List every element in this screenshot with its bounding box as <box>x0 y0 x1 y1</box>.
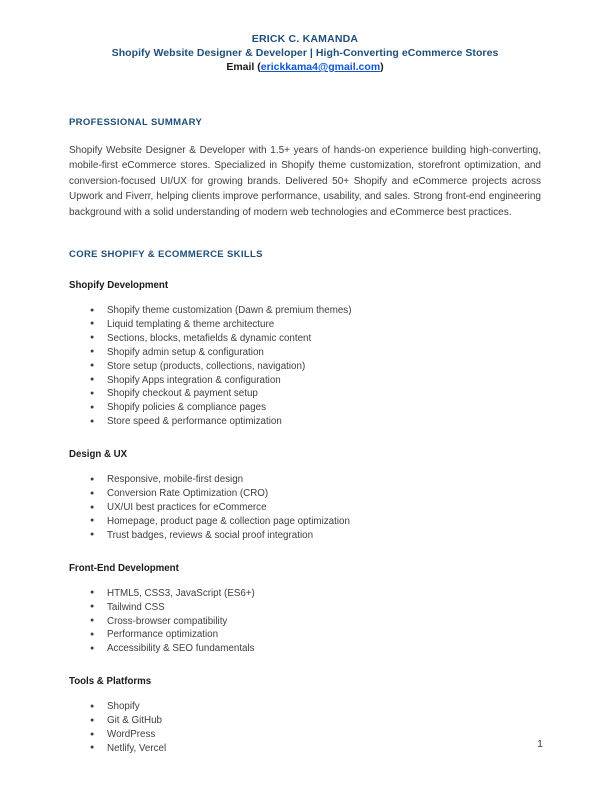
skill-list <box>69 587 541 657</box>
list-item: ● Netlify, Vercel <box>69 742 541 756</box>
page-number: 1 <box>537 738 543 750</box>
list-item: ● Tailwind CSS <box>69 601 541 615</box>
section-heading-professional-summary: PROFESSIONAL SUMMARY <box>69 117 203 128</box>
list-item: ● Shopify policies & compliance pages <box>69 401 541 415</box>
skill-group-tools-platforms <box>69 675 541 756</box>
skill-list <box>69 700 541 756</box>
list-item: ● Homepage, product page & collection page optimization <box>69 515 541 529</box>
skill-group-title: Design & UX <box>69 449 128 461</box>
professional-summary-text: Shopify Website Designer & Developer with 1.5+ years of hands-on experience building high-converting, mobile-first eCommerce stores. Specialized in Shopify theme customization, storefront optimization, and conversion-focused UI/UX for growing brands. Delivered 50+ Shopify and eCommerce projects across Upwork and Fiverr, helping clients improve performance, usability, and sales. Strong front-end engineering background with a solid understanding of modern web technologies and eCommerce best practices. <box>69 145 541 218</box>
list-item: ● Trust badges, reviews & social proof integration <box>69 529 541 543</box>
list-item: ● HTML5, CSS3, JavaScript (ES6+) <box>69 587 541 601</box>
list-item: ● Sections, blocks, metafields & dynamic content <box>69 332 541 346</box>
list-item: ● Store setup (products, collections, navigation) <box>69 360 541 374</box>
contact-email-line <box>69 60 541 74</box>
list-item: ● Shopify Apps integration & configuration <box>69 374 541 388</box>
section-heading-core-skills: CORE SHOPIFY & ECOMMERCE SKILLS <box>69 249 263 261</box>
email-link[interactable]: erickkama4@gmail.com <box>260 61 381 73</box>
candidate-name: ERICK C. KAMANDA <box>251 33 359 45</box>
list-item: ● Git & GitHub <box>69 714 541 728</box>
list-item: ● Shopify <box>69 700 541 714</box>
list-item: ● Shopify admin setup & configuration <box>69 346 541 360</box>
list-item: ● UX/UI best practices for eCommerce <box>69 501 541 515</box>
candidate-tagline: Shopify Website Designer & Developer | High-Converting eCommerce Stores <box>111 47 499 59</box>
skill-group-title: Tools & Platforms <box>69 676 152 688</box>
skill-group-front-end-development <box>69 562 541 657</box>
list-item: ● Accessibility & SEO fundamentals <box>69 642 541 656</box>
document-header <box>69 32 541 74</box>
list-item: ● Conversion Rate Optimization (CRO) <box>69 487 541 501</box>
list-item: ● Store speed & performance optimization <box>69 415 541 429</box>
document-body <box>69 32 541 756</box>
list-item: ● Responsive, mobile-first design <box>69 473 541 487</box>
skill-group-shopify-development <box>69 279 541 429</box>
skill-list <box>69 304 541 429</box>
skill-list <box>69 473 541 543</box>
list-item: ● Liquid templating & theme architecture <box>69 318 541 332</box>
list-item: ● Performance optimization <box>69 628 541 642</box>
skill-group-title: Shopify Development <box>69 280 169 292</box>
skill-group-title: Front-End Development <box>69 562 179 574</box>
list-item: ● Shopify checkout & payment setup <box>69 387 541 401</box>
email-label-suffix: ) <box>380 61 384 73</box>
list-item: ● WordPress <box>69 728 541 742</box>
email-label-prefix: Email ( <box>226 61 261 73</box>
list-item: ● Shopify theme customization (Dawn & premium themes) <box>69 304 541 318</box>
skill-group-design-ux <box>69 448 541 543</box>
list-item: ● Cross-browser compatibility <box>69 615 541 629</box>
